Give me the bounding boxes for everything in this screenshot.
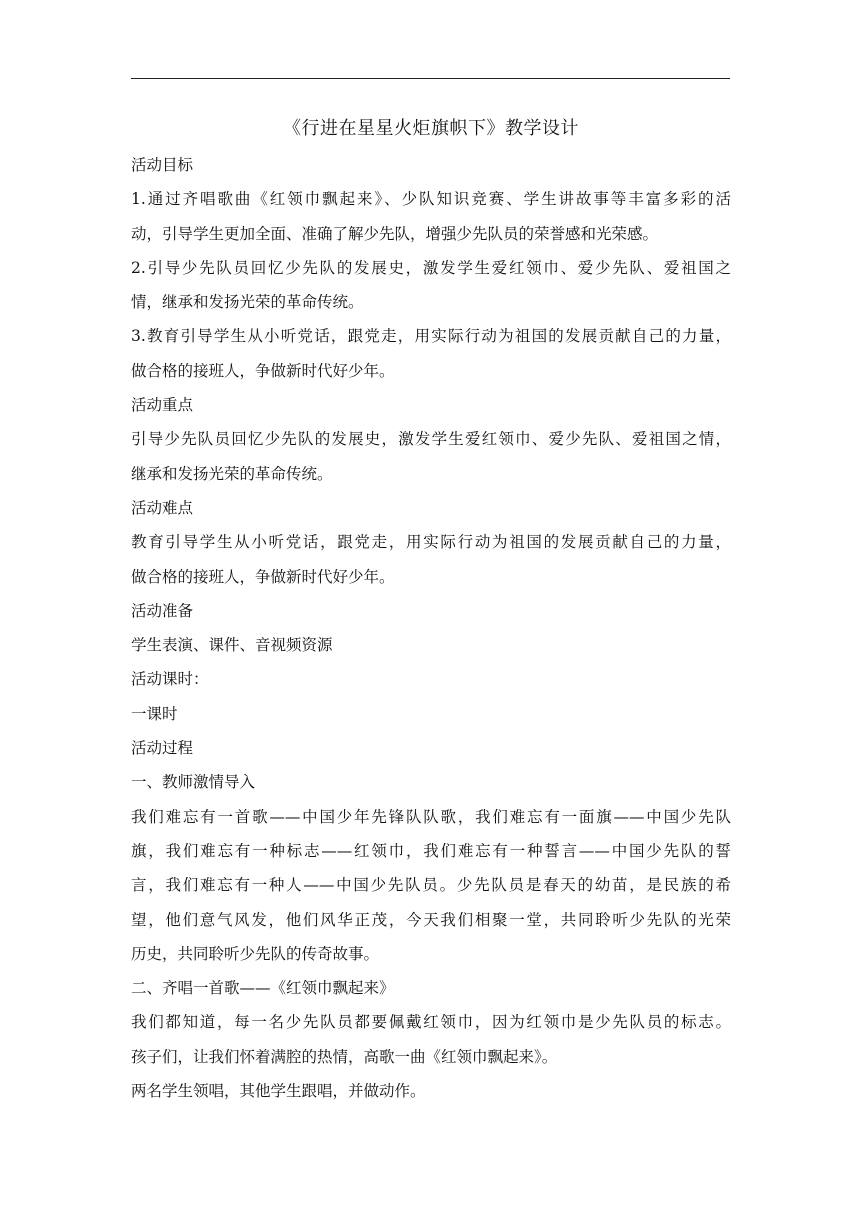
heading-text: 活动目标 [131, 156, 194, 174]
paragraph [131, 697, 731, 731]
heading-text: 活动过程 [131, 739, 194, 758]
paragraph-line: 两名学生领唱，其他学生跟唱，并做动作。 [131, 1082, 426, 1101]
document-body [131, 148, 731, 1108]
paragraph-line: 做合格的接班人，争做新时代好少年。 [131, 567, 395, 586]
paragraph-line: 继承和发扬光荣的革命传统。 [131, 464, 333, 483]
paragraph [131, 1074, 731, 1108]
paragraph [131, 525, 731, 594]
paragraph-line: 做合格的接班人，争做新时代好少年。 [131, 361, 395, 380]
section-heading [131, 971, 731, 1005]
heading-text: 活动难点 [131, 498, 194, 517]
paragraph-line: 望，他们意气风发，他们风华正茂，今天我们相聚一堂，共同聆听少先队的光荣 [131, 910, 731, 929]
header-rule [131, 78, 730, 79]
paragraph [131, 422, 731, 491]
paragraph [131, 182, 731, 251]
paragraph-line: 引导少先队员回忆少先队的发展史，激发学生爱红领巾、爱少先队、爱祖国之情， [131, 430, 731, 449]
paragraph [131, 800, 731, 971]
paragraph-line: 言，我们难忘有一种人——中国少先队员。少先队员是春天的幼苗，是民族的希 [131, 876, 731, 895]
heading-text: 一、教师激情导入 [131, 773, 256, 792]
paragraph [131, 251, 731, 320]
section-heading [131, 662, 731, 696]
heading-text: 活动课时： [131, 670, 209, 689]
document-page [131, 114, 731, 1108]
paragraph-line: 教育引导学生从小听党话，跟党走，用实际行动为祖国的发展贡献自己的力量， [131, 533, 731, 552]
section-heading [131, 594, 731, 628]
paragraph [131, 1005, 731, 1074]
paragraph-line: 学生表演、课件、音视频资源 [131, 636, 333, 655]
section-heading [131, 765, 731, 799]
paragraph-line: 我们难忘有一首歌——中国少年先锋队队歌，我们难忘有一面旗——中国少先队 [131, 807, 731, 826]
paragraph [131, 628, 731, 662]
document-title: 《行进在星星火炬旗帜下》教学设计 [283, 118, 579, 139]
heading-text: 活动重点 [131, 396, 194, 415]
paragraph-line: 情，继承和发扬光荣的革命传统。 [131, 293, 364, 312]
section-heading [131, 148, 731, 182]
section-heading [131, 388, 731, 422]
paragraph-line: 历史，共同聆听少先队的传奇故事。 [131, 944, 380, 963]
paragraph-line: 孩子们，让我们怀着满腔的热情，高歌一曲《红领巾飘起来》。 [131, 1047, 558, 1066]
section-heading [131, 731, 731, 765]
paragraph-line: 1.通过齐唱歌曲《红领巾飘起来》、少队知识竞赛、学生讲故事等丰富多彩的活 [131, 190, 731, 209]
paragraph-line: 我们都知道，每一名少先队员都要佩戴红领巾，因为红领巾是少先队员的标志。 [131, 1013, 731, 1032]
heading-text: 二、齐唱一首歌——《红领巾飘起来》 [131, 979, 395, 998]
paragraph-line: 旗，我们难忘有一种标志——红领巾，我们难忘有一种誓言——中国少先队的誓 [131, 841, 731, 860]
paragraph-line: 2.引导少先队员回忆少先队的发展史，激发学生爱红领巾、爱少先队、爱祖国之 [131, 258, 731, 277]
heading-text: 活动准备 [131, 601, 194, 620]
paragraph-line: 3.教育引导学生从小听党话，跟党走，用实际行动为祖国的发展贡献自己的力量， [131, 327, 731, 346]
section-heading [131, 491, 731, 525]
paragraph [131, 319, 731, 388]
paragraph-line: 一课时 [131, 704, 178, 723]
paragraph-line: 动，引导学生更加全面、准确了解少先队，增强少先队员的荣誉感和光荣感。 [131, 224, 659, 243]
